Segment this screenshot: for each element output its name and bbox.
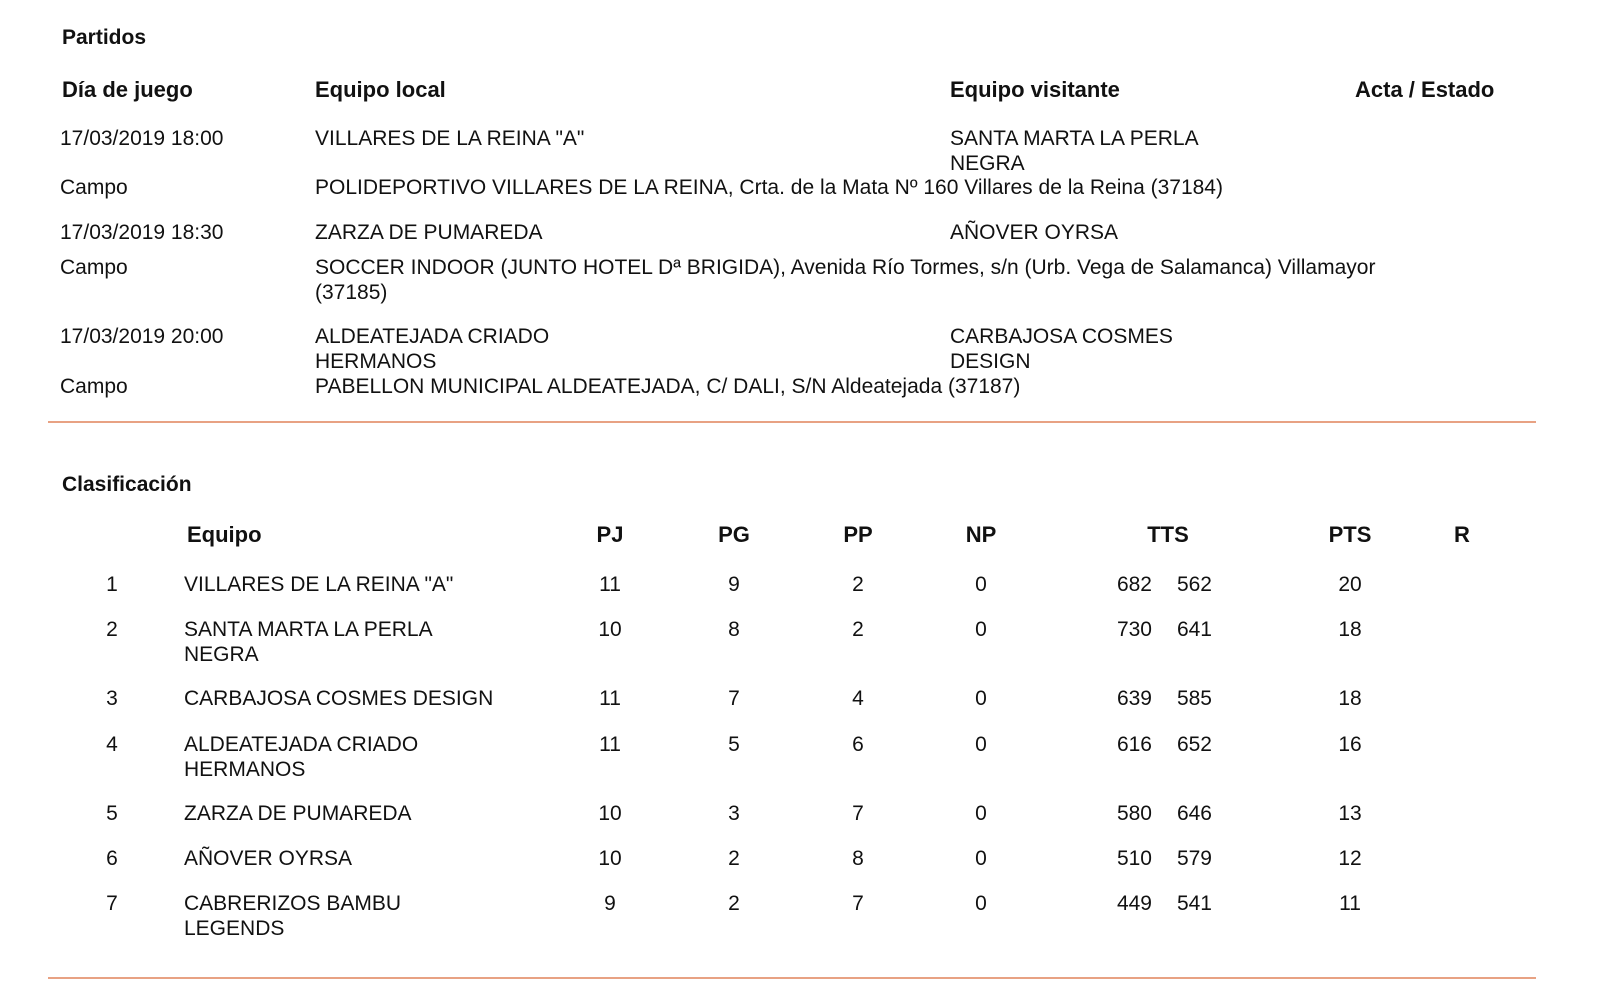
match-date: 17/03/2019 20:00 xyxy=(60,325,224,348)
row-team: LEGENDS xyxy=(184,917,285,940)
row-position: 2 xyxy=(106,618,118,641)
row-position: 6 xyxy=(106,847,118,870)
campo-address: SOCCER INDOOR (JUNTO HOTEL Dª BRIGIDA), Avenida Río Tormes, s/n (Urb. Vega de Salamanca) Villamayor xyxy=(315,256,1376,279)
row-pg: 2 xyxy=(728,892,740,915)
row-team: ZARZA DE PUMAREDA xyxy=(184,802,412,825)
row-tts-for: 580 xyxy=(1116,802,1152,825)
campo-label: Campo xyxy=(60,375,128,398)
row-tts-against: 641 xyxy=(1176,618,1212,641)
section-divider xyxy=(48,977,1536,979)
row-pg: 3 xyxy=(728,802,740,825)
row-tts-for: 449 xyxy=(1116,892,1152,915)
campo-label: Campo xyxy=(60,256,128,279)
row-pp: 7 xyxy=(852,892,864,915)
row-position: 1 xyxy=(106,573,118,596)
campo-address: PABELLON MUNICIPAL ALDEATEJADA, C/ DALI, S/N Aldeatejada (37187) xyxy=(315,375,1021,398)
row-pg: 8 xyxy=(728,618,740,641)
header-r: R xyxy=(1454,522,1470,547)
match-date: 17/03/2019 18:00 xyxy=(60,127,224,150)
row-pp: 2 xyxy=(852,618,864,641)
header-dia-de-juego: Día de juego xyxy=(62,77,193,102)
row-pp: 6 xyxy=(852,733,864,756)
row-np: 0 xyxy=(975,573,987,596)
row-pp: 4 xyxy=(852,687,864,710)
campo-address: POLIDEPORTIVO VILLARES DE LA REINA, Crta. de la Mata Nº 160 Villares de la Reina (37184) xyxy=(315,176,1223,199)
row-np: 0 xyxy=(975,892,987,915)
row-np: 0 xyxy=(975,733,987,756)
row-team: SANTA MARTA LA PERLA xyxy=(184,618,433,641)
row-pp: 7 xyxy=(852,802,864,825)
row-np: 0 xyxy=(975,687,987,710)
row-pp: 2 xyxy=(852,573,864,596)
row-pts: 20 xyxy=(1338,573,1362,596)
row-pj: 10 xyxy=(598,618,622,641)
row-pj: 11 xyxy=(599,687,621,710)
row-tts-for: 616 xyxy=(1116,733,1152,756)
row-pg: 2 xyxy=(728,847,740,870)
match-local-team: ALDEATEJADA CRIADO xyxy=(315,325,550,348)
match-visitor-team: NEGRA xyxy=(950,152,1025,175)
partidos-title: Partidos xyxy=(62,26,147,49)
row-np: 0 xyxy=(975,847,987,870)
row-pts: 11 xyxy=(1339,892,1361,915)
row-pts: 18 xyxy=(1338,687,1362,710)
match-local-team: VILLARES DE LA REINA "A" xyxy=(315,127,585,150)
header-tts: TTS xyxy=(1147,522,1189,547)
row-team: VILLARES DE LA REINA "A" xyxy=(184,573,454,596)
row-position: 3 xyxy=(106,687,118,710)
row-pts: 16 xyxy=(1338,733,1362,756)
row-tts-against: 646 xyxy=(1176,802,1212,825)
row-team: NEGRA xyxy=(184,643,259,666)
header-acta-estado: Acta / Estado xyxy=(1355,77,1495,102)
row-pg: 5 xyxy=(728,733,740,756)
row-team: ALDEATEJADA CRIADO xyxy=(184,733,419,756)
clasificacion-title: Clasificación xyxy=(62,473,192,496)
row-pts: 12 xyxy=(1338,847,1362,870)
row-position: 4 xyxy=(106,733,118,756)
match-local-team: ZARZA DE PUMAREDA xyxy=(315,221,543,244)
row-pj: 10 xyxy=(598,802,622,825)
row-np: 0 xyxy=(975,618,987,641)
section-divider xyxy=(48,421,1536,423)
row-tts-for: 510 xyxy=(1116,847,1152,870)
row-position: 7 xyxy=(106,892,118,915)
row-pts: 18 xyxy=(1338,618,1362,641)
header-pg: PG xyxy=(718,522,750,547)
row-pg: 7 xyxy=(728,687,740,710)
row-pj: 10 xyxy=(598,847,622,870)
row-pts: 13 xyxy=(1338,802,1362,825)
header-pj: PJ xyxy=(596,522,624,547)
row-tts-against: 541 xyxy=(1176,892,1212,915)
row-team: HERMANOS xyxy=(184,758,306,781)
row-tts-for: 730 xyxy=(1116,618,1152,641)
row-tts-against: 585 xyxy=(1176,687,1212,710)
row-pp: 8 xyxy=(852,847,864,870)
row-tts-against: 562 xyxy=(1176,573,1212,596)
row-tts-against: 652 xyxy=(1176,733,1212,756)
match-local-team: HERMANOS xyxy=(315,350,437,373)
row-tts-for: 682 xyxy=(1116,573,1152,596)
match-visitor-team: AÑOVER OYRSA xyxy=(950,221,1119,244)
row-tts-for: 639 xyxy=(1116,687,1152,710)
row-tts-against: 579 xyxy=(1176,847,1212,870)
header-equipo: Equipo xyxy=(187,522,262,547)
match-visitor-team: CARBAJOSA COSMES xyxy=(950,325,1173,348)
match-date: 17/03/2019 18:30 xyxy=(60,221,224,244)
row-pj: 9 xyxy=(604,892,616,915)
row-np: 0 xyxy=(975,802,987,825)
campo-label: Campo xyxy=(60,176,128,199)
header-equipo-visitante: Equipo visitante xyxy=(950,77,1120,102)
header-pts: PTS xyxy=(1328,522,1372,547)
row-team: AÑOVER OYRSA xyxy=(184,847,353,870)
row-pj: 11 xyxy=(599,733,621,756)
row-pj: 11 xyxy=(599,573,621,596)
row-pg: 9 xyxy=(728,573,740,596)
match-visitor-team: SANTA MARTA LA PERLA xyxy=(950,127,1199,150)
row-position: 5 xyxy=(106,802,118,825)
row-team: CABRERIZOS BAMBU xyxy=(184,892,402,915)
match-visitor-team: DESIGN xyxy=(950,350,1031,373)
campo-address: (37185) xyxy=(315,281,388,304)
header-equipo-local: Equipo local xyxy=(315,77,446,102)
header-pp: PP xyxy=(843,522,873,547)
row-team: CARBAJOSA COSMES DESIGN xyxy=(184,687,494,710)
header-np: NP xyxy=(965,522,997,547)
